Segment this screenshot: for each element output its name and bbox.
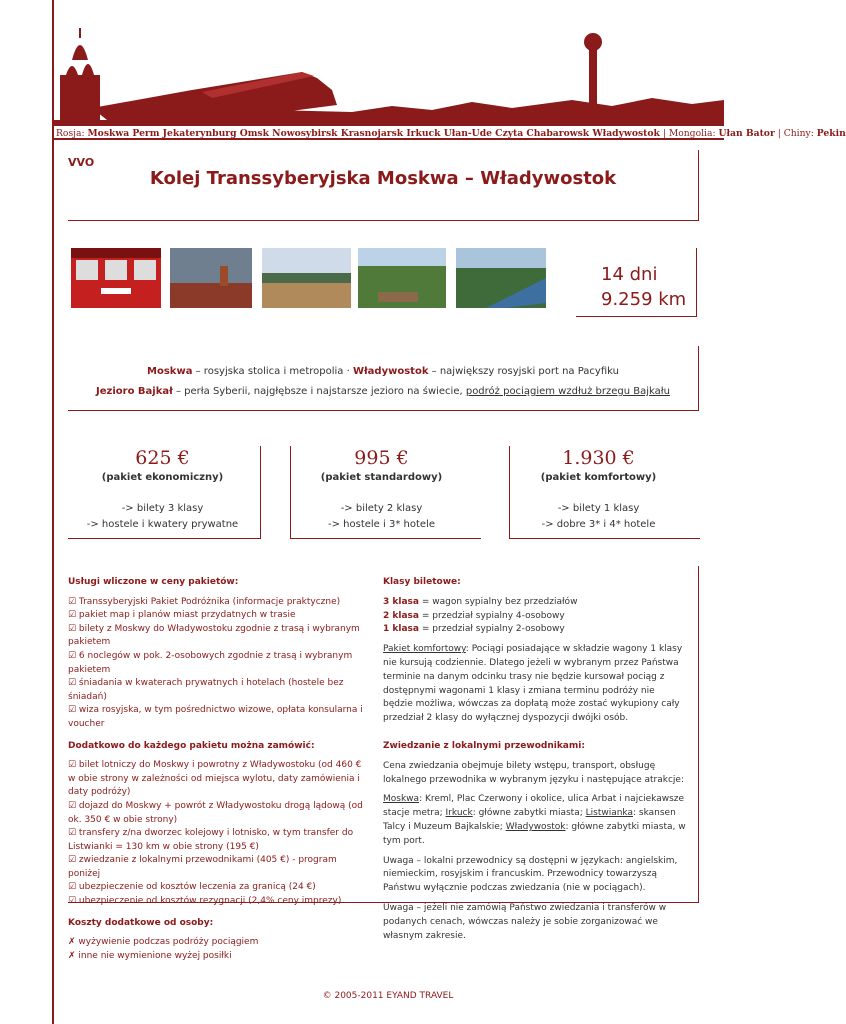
list-item: ☑ ubezpieczenie od kosztów leczenia za granicą (24 €) <box>68 882 316 893</box>
trip-duration: 14 dni <box>601 264 658 285</box>
russia-label: Rosja: <box>56 128 85 139</box>
package-line: -> bilety 1 klasy <box>557 503 640 514</box>
left-rule <box>52 0 54 1024</box>
classes-heading: Klasy biletowe: <box>383 577 461 587</box>
guides-attractions <box>383 793 686 848</box>
guides-note-self: Uwaga – jeżeli nie zamówią Państwo zwiedzania i transferów w podanych cenach, wówczas należy je sobie zorganizować we własnym zakresie. <box>383 902 667 941</box>
class-desc: = przedział sypialny 2-osobowy <box>418 624 565 635</box>
trip-distance: 9.259 km <box>601 289 687 310</box>
list-item: ☑ pakiet map i planów miast przydatnych w trasie <box>68 610 296 621</box>
package-name: (pakiet ekonomiczny) <box>101 472 224 483</box>
package-price: 995 € <box>354 447 409 469</box>
photo-lake-railway <box>456 248 546 308</box>
class-desc: = wagon sypialny bez przedziałów <box>418 596 578 607</box>
photo-kremlin <box>170 248 252 308</box>
intro-moskwa-desc: – rosyjska stolica i metropolia · <box>192 366 353 377</box>
list-item: ☑ transfery z/na dworzec kolejowy i lotnisko, w tym transfer do Listwianki = 130 km w obie strony (195 €) <box>68 828 354 852</box>
package-price: 1.930 € <box>562 447 635 469</box>
class-label: 3 klasa <box>383 596 419 607</box>
extra-costs-heading: Koszty dodatkowe od osoby: <box>68 917 214 928</box>
class-label: 1 klasa <box>383 624 419 635</box>
optional-heading: Dodatkowo do każdego pakietu można zamówić: <box>68 740 315 751</box>
intro-wladywostok: Władywostok <box>352 366 429 377</box>
list-item: ☑ 6 noclegów w pok. 2-osobowych zgodnie z trasą i wybranym pakietem <box>68 650 353 675</box>
package-name: (pakiet komfortowy) <box>540 472 657 483</box>
china-label: | Chiny: <box>777 128 814 139</box>
list-item: ☑ śniadania w kwaterach prywatnych i hotelach (hostele bez śniadań) <box>68 678 344 702</box>
guides-note-languages: Uwaga – lokalni przewodnicy są dostępni w językach: angielskim, niemieckim, rosyjskim i francuskim. Przewodnicy towarzyszą Państwu wyłącznie podczas zwiedzania (nie w pociągach). <box>383 855 678 894</box>
class-label: 2 klasa <box>383 610 419 621</box>
comfort-note-label: Pakiet komfortowy <box>383 644 466 655</box>
mongolia-label: | Mongolia: <box>662 128 716 139</box>
list-item: ✗ wyżywienie podczas podróży pociągiem <box>68 937 259 948</box>
list-item: ☑ ubezpieczenie od kosztów rezygnacji (2,4% ceny imprezy) <box>68 896 342 907</box>
city-desc: : główne zabytki miasta; <box>472 808 586 819</box>
list-item: ☑ bilet lotniczy do Moskwy i powrotny z Władywostoku (od 460 € w obie strony w zależności od miejsca wylotu, daty zamówienia i daty podróży) <box>68 760 362 798</box>
page-title: Kolej Transsyberyjska Moskwa – Władywostok <box>149 168 617 189</box>
route-bar <box>52 124 846 140</box>
intro-bajkal: Jezioro Bajkał <box>96 386 173 397</box>
city-wladywostok: Władywostok <box>505 821 566 832</box>
list-item: ☑ bilety z Moskwy do Władywostoku zgodnie z trasą i wybranym pakietem <box>68 623 360 648</box>
package-line: -> bilety 2 klasy <box>340 503 423 514</box>
package-standard[interactable] <box>289 446 474 533</box>
package-name: (pakiet standardowy) <box>320 472 443 483</box>
city-desc: : Kreml, Plac Czerwony i okolice, ulica Arbat i najciekawsze stacje metra; <box>383 794 685 819</box>
intro-moskwa: Moskwa <box>147 366 193 377</box>
mongolia-cities: Ułan Bator <box>718 128 775 139</box>
city-moskwa: Moskwa <box>383 794 420 805</box>
info-column <box>383 576 686 949</box>
header-illustration <box>52 20 724 125</box>
city-irkuck: Irkuck <box>445 808 473 819</box>
list-item: ☑ dojazd do Moskwy + powrót z Władywostoku drogą lądową (od ok. 350 € w obie strony) <box>68 800 363 825</box>
comfort-note-text: : Pociągi posiadające w składzie wagony 1 klasy nie kursują codziennie. Dlatego jeżeli w wybranym przez Państwa terminie na danym odcinku trasy nie będzie kursował pociąg z dostępnymi wagonami 1 klasy i zmiana terminu podróży nie będzie możliwa, wówczas za dopłatą może zostać wykupiony cały przedział 2 klasy do wyłącznej dyspozycji dwójki osób. <box>383 644 683 724</box>
china-cities: Pekin <box>816 128 846 139</box>
package-economy[interactable] <box>70 446 255 533</box>
guides-intro: Cena zwiedzania obejmuje bilety wstępu, transport, obsługę lokalnego przewodnika w wybranym języku i następujące atrakcje: <box>383 760 684 785</box>
guides-heading: Zwiedzanie z lokalnymi przewodnikami: <box>383 740 585 751</box>
city-desc: : skansen Talcy i Muzeum Bajkalskie; <box>383 808 676 832</box>
services-column <box>68 576 368 971</box>
package-price: 625 € <box>135 447 190 469</box>
class-desc: = przedział sypialny 4-osobowy <box>418 610 565 621</box>
package-line: -> dobre 3* i 4* hotele <box>541 519 656 530</box>
package-line: -> hostele i kwatery prywatne <box>86 519 239 530</box>
trip-stats <box>601 262 686 312</box>
city-listwianka: Listwianka <box>585 808 633 819</box>
intro-wladywostok-desc: – największy rosyjski port na Pacyfiku <box>428 366 619 377</box>
footer-copyright: © 2005-2011 EYAND TRAVEL <box>322 991 454 1001</box>
list-item: ☑ Transsyberyjski Pakiet Podróżnika (informacje praktyczne) <box>68 596 341 607</box>
russia-cities: Moskwa Perm Jekaterynburg Omsk Nowosybirsk Krasnojarsk Irkuck Ułan-Ude Czyta Chabarowsk Władywostok <box>87 128 660 139</box>
list-item: ✗ inne nie wymienione wyżej posiłki <box>68 950 232 961</box>
list-item: ☑ zwiedzanie z lokalnymi przewodnikami (405 €) - program poniżej <box>68 855 337 879</box>
city-desc: : główne zabytki miasta, w tym port. <box>383 821 686 846</box>
package-comfort[interactable] <box>506 446 691 533</box>
intro-text <box>68 362 698 402</box>
photo-steppe <box>262 248 351 308</box>
list-item: ☑ wiza rosyjska, w tym pośrednictwo wizowe, opłata konsularna i voucher <box>68 705 363 729</box>
route-code: VVO <box>68 156 95 169</box>
included-heading: Usługi wliczone w ceny pakietów: <box>68 577 239 587</box>
bajkal-link[interactable]: podróż pociągiem wzdłuż brzegu Bajkału <box>465 386 670 397</box>
photo-village <box>358 248 446 308</box>
photo-train-car <box>71 248 161 308</box>
package-line: -> hostele i 3* hotele <box>328 519 435 530</box>
package-line: -> bilety 3 klasy <box>121 503 204 514</box>
intro-bajkal-desc: – perła Syberii, najgłębsze i najstarsze jezioro na świecie, <box>172 386 466 397</box>
